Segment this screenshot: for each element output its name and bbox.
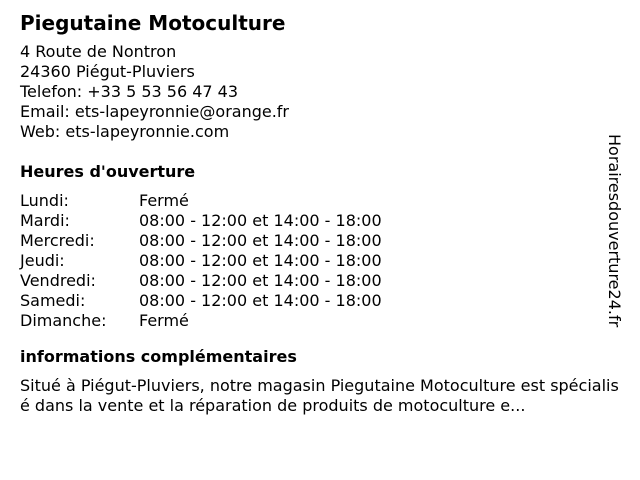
hours-row-samedi bbox=[20, 291, 610, 311]
hours-row-mercredi bbox=[20, 231, 610, 251]
hours-day: Mardi: bbox=[20, 211, 70, 230]
hours-day: Lundi: bbox=[20, 191, 69, 210]
address-street: 4 Route de Nontron bbox=[20, 42, 177, 61]
hours-row-jeudi bbox=[20, 251, 610, 271]
address-city: 24360 Piégut-Pluviers bbox=[20, 62, 195, 81]
hours-day: Dimanche: bbox=[20, 311, 107, 330]
hours-table bbox=[20, 191, 610, 331]
info-heading: informations complémentaires bbox=[20, 347, 297, 366]
web-line: Web: ets-lapeyronnie.com bbox=[20, 122, 230, 141]
hours-time: 08:00 - 12:00 et 14:00 - 18:00 bbox=[139, 211, 382, 230]
hours-day: Samedi: bbox=[20, 291, 86, 310]
email-line: Email: ets-lapeyronnie@orange.fr bbox=[20, 102, 290, 121]
hours-time: 08:00 - 12:00 et 14:00 - 18:00 bbox=[139, 291, 382, 310]
hours-day: Vendredi: bbox=[20, 271, 96, 290]
hours-day: Jeudi: bbox=[20, 251, 65, 270]
hours-time: Fermé bbox=[139, 311, 189, 330]
hours-day: Mercredi: bbox=[20, 231, 95, 250]
hours-time: 08:00 - 12:00 et 14:00 - 18:00 bbox=[139, 251, 382, 270]
hours-row-lundi bbox=[20, 191, 610, 211]
hours-row-dimanche bbox=[20, 311, 610, 331]
site-brand-label: Horairesdouverture24.fr bbox=[605, 134, 624, 328]
contact-block bbox=[20, 42, 610, 142]
phone-line: Telefon: +33 5 53 56 47 43 bbox=[20, 82, 239, 101]
hours-row-vendredi bbox=[20, 271, 610, 291]
hours-time: Fermé bbox=[139, 191, 189, 210]
info-description: Situé à Piégut-Pluviers, notre magasin Piegutaine Motoculture est spécialisé dans la vente et la réparation de produits de motoculture e... bbox=[20, 376, 619, 415]
business-name: Piegutaine Motoculture bbox=[20, 11, 286, 35]
hours-row-mardi bbox=[20, 211, 610, 231]
hours-heading: Heures d'ouverture bbox=[20, 162, 196, 181]
hours-time: 08:00 - 12:00 et 14:00 - 18:00 bbox=[139, 231, 382, 250]
hours-time: 08:00 - 12:00 et 14:00 - 18:00 bbox=[139, 271, 382, 290]
